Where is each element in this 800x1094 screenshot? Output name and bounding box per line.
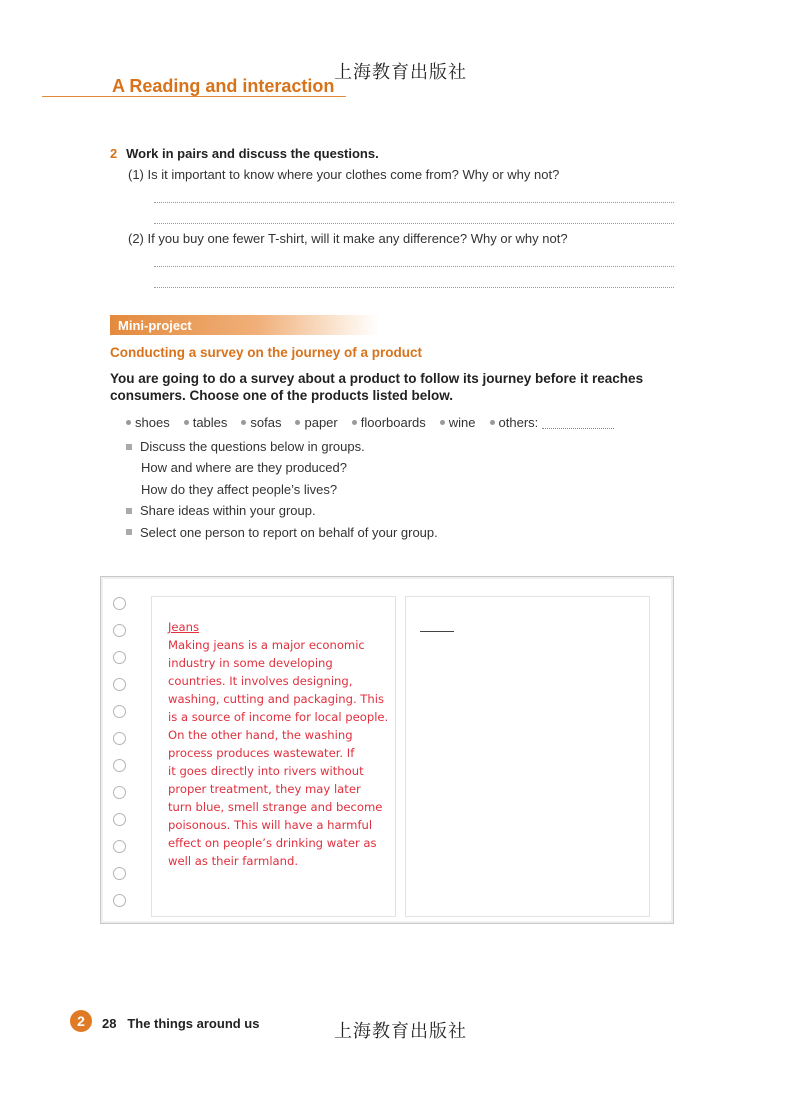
note-line: On the other hand, the washing bbox=[168, 728, 353, 742]
product-item: floorboards bbox=[352, 415, 426, 430]
product-item: sofas bbox=[241, 415, 281, 430]
square-bullet-icon bbox=[126, 529, 132, 535]
note-line: countries. It involves designing, bbox=[168, 674, 353, 688]
binder-ring-icon bbox=[113, 867, 126, 880]
list-item: How and where are they produced? bbox=[141, 460, 347, 476]
list-item: How do they affect people’s lives? bbox=[141, 481, 338, 497]
title-blank-line[interactable] bbox=[420, 631, 454, 632]
note-line: Making jeans is a major economic bbox=[168, 638, 365, 652]
binder-ring-icon bbox=[113, 678, 126, 691]
note-line: proper treatment, they may later bbox=[168, 782, 361, 796]
unit-badge: 2 bbox=[70, 1010, 92, 1032]
sample-note-title: Jeans bbox=[168, 620, 200, 634]
bullet-dot-icon bbox=[126, 420, 131, 425]
binder-ring-icon bbox=[113, 894, 126, 907]
footer-page-info bbox=[102, 1016, 259, 1031]
binder-ring-icon bbox=[113, 813, 126, 826]
note-line: process produces wastewater. If bbox=[168, 746, 355, 760]
list-item: Discuss the questions below in groups. bbox=[126, 436, 438, 457]
mini-project-label: Mini-project bbox=[118, 318, 192, 333]
mini-project-title: Conducting a survey on the journey of a product bbox=[110, 345, 423, 360]
bullet-dot-icon bbox=[440, 420, 445, 425]
note-line: washing, cutting and packaging. This bbox=[168, 692, 385, 706]
question-2-heading bbox=[110, 145, 379, 163]
binder-ring-icon bbox=[113, 705, 126, 718]
answer-line[interactable] bbox=[154, 287, 674, 288]
square-bullet-icon bbox=[126, 508, 132, 514]
product-item: wine bbox=[440, 415, 476, 430]
binder-ring-icon bbox=[113, 786, 126, 799]
note-line: industry in some developing bbox=[168, 656, 333, 670]
note-line: effect on people’s drinking water as bbox=[168, 836, 377, 850]
note-line: poisonous. This will have a harmful bbox=[168, 818, 373, 832]
note-line: well as their farmland. bbox=[168, 854, 299, 868]
section-divider bbox=[42, 96, 346, 97]
subquestion-1: (1) Is it important to know where your clothes come from? Why or why not? bbox=[128, 167, 560, 182]
task-bullets bbox=[126, 436, 438, 543]
product-list bbox=[126, 415, 628, 430]
bullet-dot-icon bbox=[241, 420, 246, 425]
product-item: paper bbox=[295, 415, 337, 430]
binder-ring-icon bbox=[113, 840, 126, 853]
notebook-frame bbox=[100, 576, 674, 924]
publisher-watermark-bottom: 上海教育出版社 bbox=[334, 1021, 467, 1042]
binder-ring-icon bbox=[113, 732, 126, 745]
section-title: A Reading and interaction bbox=[112, 76, 335, 96]
answer-line[interactable] bbox=[154, 223, 674, 224]
bullet-dot-icon bbox=[184, 420, 189, 425]
square-bullet-icon bbox=[126, 444, 132, 450]
answer-line[interactable] bbox=[154, 202, 674, 203]
product-item: tables bbox=[184, 415, 228, 430]
bullet-dot-icon bbox=[295, 420, 300, 425]
bullet-dot-icon bbox=[352, 420, 357, 425]
binder-ring-icon bbox=[113, 759, 126, 772]
note-line: turn blue, smell strange and become bbox=[168, 800, 383, 814]
mini-project-intro: You are going to do a survey about a product to follow its journey before it reaches consumers. Choose one of the products listed below. bbox=[110, 371, 644, 403]
others-blank-field[interactable] bbox=[542, 416, 614, 429]
question-number: 2 bbox=[110, 146, 118, 161]
sample-note bbox=[168, 618, 390, 870]
page-number: 28 bbox=[102, 1016, 117, 1031]
binder-ring-icon bbox=[113, 597, 126, 610]
binder-ring-icon bbox=[113, 624, 126, 637]
unit-title: The things around us bbox=[127, 1016, 260, 1031]
subquestion-2: (2) If you buy one fewer T-shirt, will it make any difference? Why or why not? bbox=[128, 231, 568, 246]
answer-line[interactable] bbox=[154, 266, 674, 267]
binder-ring-icon bbox=[113, 651, 126, 664]
publisher-watermark-top: 上海教育出版社 bbox=[334, 62, 467, 83]
note-line: it goes directly into rivers without bbox=[168, 764, 364, 778]
list-item: Share ideas within your group. bbox=[126, 500, 438, 521]
list-item: Select one person to report on behalf of your group. bbox=[126, 522, 438, 543]
product-item-others: others: bbox=[490, 415, 615, 430]
bullet-dot-icon bbox=[490, 420, 495, 425]
question-heading-text: Work in pairs and discuss the questions. bbox=[126, 146, 379, 161]
student-note-panel[interactable] bbox=[405, 596, 650, 917]
note-line: is a source of income for local people. bbox=[168, 710, 389, 724]
product-item: shoes bbox=[126, 415, 170, 430]
sample-note-panel bbox=[151, 596, 396, 917]
